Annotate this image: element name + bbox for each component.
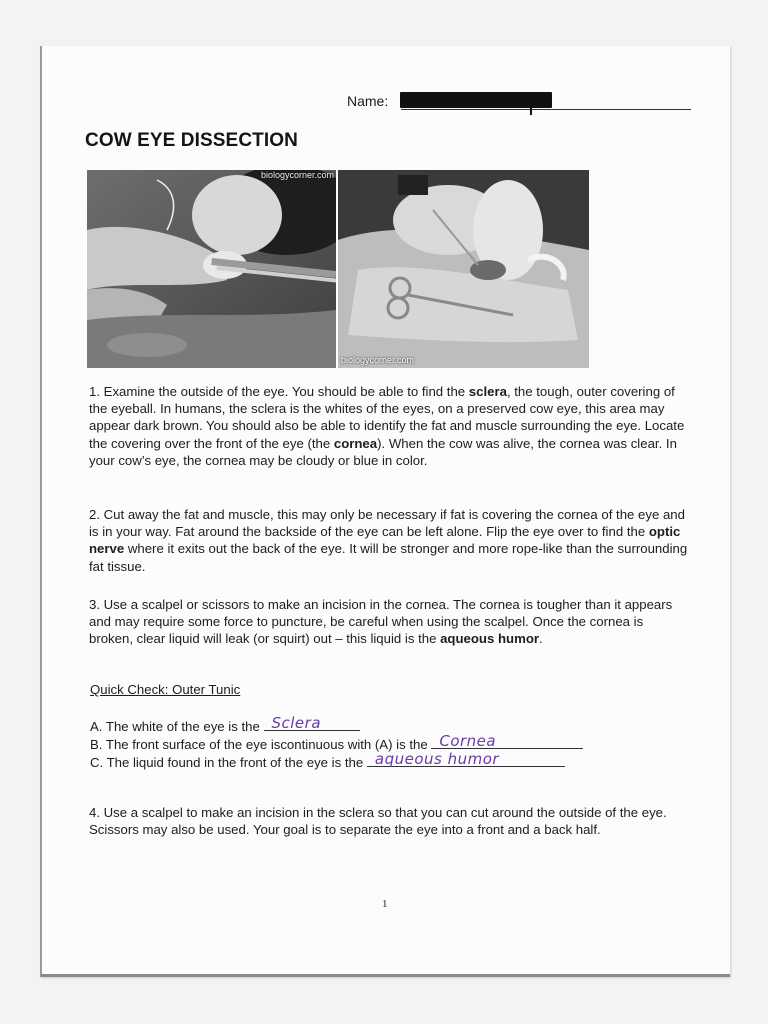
- text-run: .: [539, 631, 543, 647]
- quick-check-c-blank[interactable]: [367, 752, 565, 767]
- photo-left-illustration: [87, 170, 336, 368]
- photo-left-credit: biologycorner.com: [260, 170, 334, 180]
- step-4-paragraph: [89, 804, 689, 838]
- photo-scissors-dissection: [338, 170, 589, 368]
- quick-check-a-answer: Sclera: [271, 714, 322, 732]
- quick-check-c-answer: aqueous humor: [374, 750, 500, 768]
- quick-check-item-c: [90, 752, 565, 770]
- text-run: ). When the cow was alive, the cornea was clear. In your cow’s eye, the cornea may be cloudy or blue in color.: [89, 435, 677, 468]
- quick-check-a-prompt: A. The white of the eye is the: [90, 719, 264, 734]
- quick-check-c-prompt: C. The liquid found in the front of the eye is the: [90, 755, 367, 770]
- step-3-paragraph: [89, 596, 689, 648]
- key-term: optic nerve: [89, 524, 681, 557]
- worksheet-page: [40, 46, 730, 977]
- name-redaction-mark: [400, 92, 552, 108]
- quick-check-item-b: [90, 734, 583, 752]
- name-label: Name:: [347, 93, 389, 109]
- dissection-photos: [87, 170, 589, 368]
- quick-check-b-answer: Cornea: [439, 732, 497, 750]
- photo-right-illustration: [338, 170, 589, 368]
- quick-check-b-blank[interactable]: [431, 734, 583, 749]
- photo-scalpel-on-eye: [87, 170, 336, 368]
- key-term: sclera: [468, 384, 507, 399]
- quick-check-item-a: [90, 716, 360, 734]
- text-run: 4. Use a scalpel to make an incision in the sclera so that you can cut around the outside of the eye. Scissors may also be used. Your goal is to separate the eye into a front and a back half.: [89, 805, 667, 838]
- quick-check-a-blank[interactable]: [264, 716, 360, 731]
- text-run: , the tough, outer covering of the eyeball. In humans, the sclera is the whites of the eyes, on a preserved cow eye, this area may appear dark brown. You should also be able to identify the fat and muscle surrounding the eye. Locate the covering over the front of the eye (the: [89, 384, 685, 451]
- step-1-paragraph: [89, 383, 689, 469]
- text-run: where it exits out the back of the eye. It will be stronger and more rope-like than the surrounding fat tissue.: [89, 541, 688, 574]
- page-title: COW EYE DISSECTION: [85, 130, 298, 151]
- text-run: 2. Cut away the fat and muscle, this may only be necessary if fat is covering the cornea of the eye and is in your way. Fat around the backside of the eye can be left alone. Flip the eye over to find the: [89, 507, 685, 540]
- key-term: aqueous humor: [440, 631, 540, 647]
- name-field-row: [347, 93, 690, 115]
- key-term: cornea: [333, 435, 378, 451]
- quick-check-heading: Quick Check: Outer Tunic: [90, 682, 241, 697]
- photo-right-credit: biologycorner.com: [341, 355, 415, 365]
- page-number: 1: [382, 898, 388, 910]
- text-run: 3. Use a scalpel or scissors to make an incision in the cornea. The cornea is tougher than it appears and may require some force to puncture, be careful when using the scalpel. Once the cornea is broken, clear liquid will leak (or squirt) out – this liquid is the: [89, 597, 673, 647]
- quick-check-b-prompt: B. The front surface of the eye iscontinuous with (A) is the: [90, 737, 432, 752]
- step-2-paragraph: [89, 506, 689, 575]
- name-blank-line: [401, 109, 691, 110]
- text-run: 1. Examine the outside of the eye. You should be able to find the: [89, 384, 469, 399]
